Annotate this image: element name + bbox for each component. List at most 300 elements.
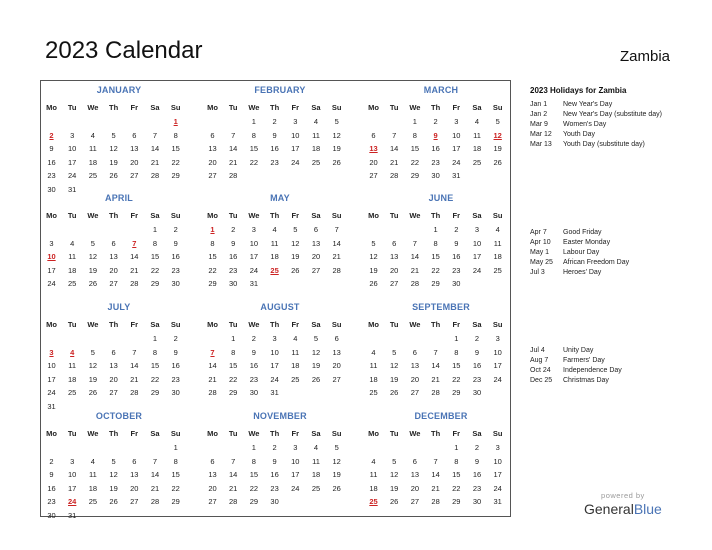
day-cell: 9 bbox=[474, 347, 480, 357]
day-cell: 14 bbox=[130, 361, 139, 370]
day-cell: 4 bbox=[293, 334, 298, 343]
day-cell: 4 bbox=[70, 238, 75, 248]
day-cell: 16 bbox=[472, 470, 482, 479]
weekday-header: Sa bbox=[150, 429, 160, 438]
weekday-header: We bbox=[409, 103, 421, 112]
holiday-name: Farmers' Day bbox=[563, 357, 605, 364]
day-cell: 24 bbox=[493, 483, 502, 493]
day-cell: 17 bbox=[452, 144, 461, 153]
brand-blue: Blue bbox=[633, 501, 662, 517]
day-cell: 31 bbox=[452, 171, 461, 180]
day-cell: 7 bbox=[392, 130, 397, 140]
day-cell: 16 bbox=[229, 252, 238, 261]
day-cell: 16 bbox=[171, 361, 180, 370]
weekday-header: Fr bbox=[452, 103, 461, 112]
day-cell: 3 bbox=[49, 238, 54, 248]
day-cell: 18 bbox=[472, 144, 482, 153]
day-cell: 12 bbox=[332, 130, 341, 140]
day-cell: 6 bbox=[371, 130, 376, 140]
day-cell: 18 bbox=[369, 374, 378, 384]
day-cell: 23 bbox=[171, 265, 180, 275]
weekday-header: We bbox=[87, 429, 99, 438]
day-cell: 17 bbox=[291, 470, 300, 479]
day-cell: 23 bbox=[431, 157, 440, 167]
day-cell: 6 bbox=[210, 130, 215, 140]
day-cell: 14 bbox=[410, 252, 420, 261]
day-cell: 11 bbox=[312, 456, 320, 466]
holiday-entry bbox=[530, 130, 673, 140]
holidays-title: 2023 Holidays for Zambia bbox=[530, 86, 627, 95]
day-cell: 17 bbox=[68, 483, 77, 493]
day-cell: 22 bbox=[229, 374, 238, 384]
day-cell: 6 bbox=[132, 130, 137, 140]
day-cell: 6 bbox=[412, 456, 417, 466]
weekday-header: Mo bbox=[368, 320, 379, 329]
holiday-group bbox=[530, 100, 673, 150]
day-cell: 22 bbox=[171, 483, 180, 493]
day-cell: 11 bbox=[88, 470, 97, 479]
day-cell: 3 bbox=[474, 225, 480, 234]
day-cell: 16 bbox=[249, 361, 259, 370]
holiday-date: Mar 13 bbox=[530, 141, 552, 148]
weekday-header: Sa bbox=[311, 320, 321, 329]
day-cell: 28 bbox=[150, 171, 160, 180]
month-name: SEPTEMBER bbox=[412, 302, 470, 312]
day-cell: 24 bbox=[291, 157, 300, 167]
day-cell: 11 bbox=[270, 238, 279, 248]
day-cell: 26 bbox=[311, 374, 321, 384]
day-cell: 20 bbox=[369, 157, 378, 167]
holiday-entry bbox=[530, 258, 673, 268]
day-cell: 6 bbox=[111, 347, 116, 357]
weekday-header: Sa bbox=[472, 429, 482, 438]
day-cell: 24 bbox=[47, 279, 56, 288]
day-cell: 9 bbox=[173, 238, 178, 248]
day-cell: 19 bbox=[390, 374, 399, 384]
weekday-header: Fr bbox=[452, 429, 461, 438]
day-cell: 22 bbox=[431, 265, 440, 275]
day-cell: 18 bbox=[270, 252, 279, 261]
day-cell: 25 bbox=[291, 374, 300, 384]
day-cell: 7 bbox=[152, 456, 158, 466]
day-cell: 26 bbox=[109, 497, 118, 506]
holiday-name: Unity Day bbox=[563, 347, 594, 354]
day-cell: 5 bbox=[392, 347, 397, 357]
day-cell: 17 bbox=[493, 361, 502, 370]
day-cell: 5 bbox=[371, 238, 376, 248]
day-cell: 9 bbox=[272, 456, 277, 466]
holiday-entry bbox=[530, 356, 673, 366]
day-cell: 25 bbox=[311, 157, 321, 167]
day-cell: 6 bbox=[210, 456, 215, 466]
day-cell: 27 bbox=[390, 279, 399, 288]
day-cell: 22 bbox=[150, 374, 160, 384]
day-cell: 4 bbox=[272, 225, 277, 234]
day-cell: 21 bbox=[390, 157, 399, 167]
day-cell: 28 bbox=[410, 279, 420, 288]
day-cell: 5 bbox=[90, 347, 95, 357]
day-cell: 28 bbox=[431, 497, 440, 506]
day-cell: 13 bbox=[208, 144, 217, 153]
day-cell: 2 bbox=[173, 225, 178, 234]
day-cell: 19 bbox=[493, 144, 502, 153]
day-cell: 13 bbox=[109, 361, 118, 370]
holiday-entry bbox=[530, 140, 673, 150]
day-cell: 16 bbox=[472, 361, 482, 370]
day-cell: 25 bbox=[472, 157, 482, 167]
day-cell: 17 bbox=[47, 265, 56, 275]
holiday-entry bbox=[530, 228, 673, 238]
weekday-header: Su bbox=[170, 429, 181, 438]
weekday-header: Sa bbox=[472, 103, 482, 112]
day-cell: 5 bbox=[334, 443, 339, 452]
day-cell: 8 bbox=[454, 456, 459, 466]
day-cell: 22 bbox=[410, 157, 420, 167]
day-cell: 30 bbox=[171, 279, 180, 288]
day-cell: 13 bbox=[130, 470, 139, 479]
day-cell: 8 bbox=[210, 238, 215, 248]
day-cell: 19 bbox=[311, 361, 321, 370]
day-cell: 10 bbox=[270, 347, 279, 357]
day-cell: 22 bbox=[150, 265, 160, 275]
day-cell: 21 bbox=[431, 483, 440, 493]
day-cell: 27 bbox=[369, 171, 378, 180]
day-cell: 25 bbox=[88, 497, 98, 506]
holiday-name: Youth Day bbox=[563, 131, 596, 138]
day-cell: 17 bbox=[472, 252, 482, 261]
weekday-header: Fr bbox=[291, 429, 300, 438]
weekday-header: Tu bbox=[228, 320, 238, 329]
month-name: NOVEMBER bbox=[253, 411, 307, 421]
day-cell: 5 bbox=[495, 117, 500, 126]
day-cell: 29 bbox=[171, 497, 180, 506]
day-cell: 27 bbox=[410, 388, 420, 397]
day-cell: 5 bbox=[90, 238, 95, 248]
day-cell: 18 bbox=[88, 483, 98, 493]
day-cell: 1 bbox=[152, 334, 158, 343]
weekday-header: Fr bbox=[291, 320, 300, 329]
day-cell: 1 bbox=[433, 225, 438, 234]
day-cell: 26 bbox=[332, 483, 341, 493]
day-cell: 30 bbox=[431, 171, 440, 180]
day-cell: 22 bbox=[452, 374, 461, 384]
holiday-day-cell: 1 bbox=[210, 225, 215, 234]
month-name: JUNE bbox=[428, 193, 454, 203]
day-cell: 21 bbox=[229, 157, 238, 167]
weekday-header: Th bbox=[109, 320, 119, 329]
day-cell: 12 bbox=[109, 470, 118, 479]
weekday-header: Su bbox=[170, 103, 181, 112]
day-cell: 4 bbox=[371, 347, 376, 357]
weekday-header: Mo bbox=[207, 103, 218, 112]
day-cell: 12 bbox=[109, 144, 118, 153]
weekday-header: Fr bbox=[291, 211, 300, 220]
day-cell: 12 bbox=[369, 252, 378, 261]
day-cell: 13 bbox=[130, 144, 139, 153]
weekday-header: We bbox=[248, 320, 260, 329]
day-cell: 25 bbox=[88, 171, 98, 180]
day-cell: 23 bbox=[229, 265, 238, 275]
holiday-name: New Year's Day (substitute day) bbox=[563, 111, 662, 118]
weekday-header: We bbox=[248, 429, 260, 438]
holiday-day-cell: 9 bbox=[433, 130, 438, 140]
day-cell: 19 bbox=[291, 252, 300, 261]
day-cell: 13 bbox=[109, 252, 118, 261]
day-cell: 28 bbox=[130, 388, 139, 397]
day-cell: 2 bbox=[433, 117, 438, 126]
day-cell: 7 bbox=[433, 347, 438, 357]
day-cell: 23 bbox=[270, 483, 279, 493]
day-cell: 27 bbox=[109, 388, 118, 397]
holiday-day-cell: 7 bbox=[210, 347, 215, 357]
day-cell: 17 bbox=[270, 361, 279, 370]
weekday-header: Sa bbox=[311, 429, 321, 438]
day-cell: 8 bbox=[173, 456, 178, 466]
weekday-header: Su bbox=[170, 320, 181, 329]
holiday-group bbox=[530, 346, 673, 386]
day-cell: 8 bbox=[152, 238, 158, 248]
weekday-header: Tu bbox=[389, 429, 399, 438]
day-cell: 27 bbox=[208, 497, 217, 506]
holiday-name: Christmas Day bbox=[563, 377, 609, 384]
day-cell: 3 bbox=[495, 334, 500, 343]
holiday-day-cell: 1 bbox=[173, 117, 178, 126]
day-cell: 15 bbox=[208, 252, 217, 261]
day-cell: 28 bbox=[208, 388, 217, 397]
weekday-header: Fr bbox=[291, 103, 300, 112]
day-cell: 31 bbox=[270, 388, 279, 397]
month-name: APRIL bbox=[105, 193, 133, 203]
day-cell: 2 bbox=[49, 456, 54, 466]
weekday-header: Mo bbox=[46, 429, 57, 438]
weekday-header: Su bbox=[170, 211, 181, 220]
day-cell: 7 bbox=[152, 130, 158, 140]
weekday-header: Sa bbox=[311, 211, 321, 220]
weekday-header: Fr bbox=[452, 320, 461, 329]
holiday-name: Easter Monday bbox=[563, 239, 611, 246]
day-cell: 31 bbox=[249, 279, 259, 288]
day-cell: 3 bbox=[495, 443, 500, 452]
holiday-date: May 1 bbox=[530, 249, 550, 256]
day-cell: 7 bbox=[433, 456, 438, 466]
day-cell: 17 bbox=[249, 252, 259, 261]
weekday-header: Mo bbox=[368, 429, 379, 438]
brand-name bbox=[584, 501, 662, 517]
weekday-header: We bbox=[248, 211, 260, 220]
country-label: Zambia bbox=[620, 48, 671, 65]
day-cell: 30 bbox=[270, 497, 279, 506]
day-cell: 9 bbox=[251, 347, 256, 357]
day-cell: 25 bbox=[68, 388, 77, 397]
day-cell: 29 bbox=[431, 279, 440, 288]
day-cell: 30 bbox=[47, 184, 56, 194]
holiday-date: Mar 9 bbox=[530, 121, 548, 128]
holiday-date: Jul 3 bbox=[530, 269, 545, 276]
day-cell: 26 bbox=[88, 388, 98, 397]
day-cell: 21 bbox=[431, 374, 440, 384]
day-cell: 11 bbox=[291, 347, 300, 357]
day-cell: 30 bbox=[171, 388, 180, 397]
day-cell: 21 bbox=[150, 483, 160, 493]
month-name: MARCH bbox=[423, 85, 459, 95]
holiday-day-cell: 13 bbox=[369, 144, 378, 153]
day-cell: 24 bbox=[291, 483, 300, 493]
weekday-header: Mo bbox=[46, 103, 57, 112]
holiday-name: Good Friday bbox=[563, 229, 602, 236]
day-cell: 19 bbox=[109, 483, 118, 493]
day-cell: 10 bbox=[291, 130, 300, 140]
day-cell: 19 bbox=[332, 144, 341, 153]
day-cell: 10 bbox=[472, 238, 482, 248]
day-cell: 1 bbox=[152, 225, 158, 234]
weekday-header: Tu bbox=[67, 429, 77, 438]
day-cell: 4 bbox=[313, 443, 319, 452]
day-cell: 14 bbox=[332, 238, 341, 248]
day-cell: 16 bbox=[431, 144, 440, 153]
day-cell: 15 bbox=[452, 470, 461, 479]
day-cell: 11 bbox=[369, 470, 378, 479]
day-cell: 12 bbox=[311, 347, 321, 357]
day-cell: 8 bbox=[173, 130, 178, 140]
day-cell: 16 bbox=[270, 470, 279, 479]
holiday-date: Apr 10 bbox=[530, 239, 551, 246]
day-cell: 18 bbox=[369, 483, 378, 493]
weekday-header: Fr bbox=[130, 429, 139, 438]
day-cell: 29 bbox=[208, 279, 217, 288]
day-cell: 19 bbox=[88, 374, 98, 384]
day-cell: 14 bbox=[229, 144, 238, 153]
day-cell: 13 bbox=[410, 470, 420, 479]
day-cell: 3 bbox=[70, 130, 75, 140]
day-cell: 14 bbox=[431, 470, 440, 479]
day-cell: 26 bbox=[390, 497, 399, 506]
day-cell: 11 bbox=[369, 361, 378, 370]
weekday-header: Su bbox=[331, 320, 342, 329]
weekday-header: Th bbox=[270, 103, 280, 112]
weekday-header: Th bbox=[431, 103, 441, 112]
day-cell: 23 bbox=[47, 171, 56, 180]
page-title: 2023 Calendar bbox=[45, 37, 203, 64]
weekday-header: We bbox=[87, 320, 99, 329]
day-cell: 17 bbox=[493, 470, 502, 479]
weekday-header: Su bbox=[331, 211, 342, 220]
weekday-header: We bbox=[409, 429, 421, 438]
weekday-header: Fr bbox=[130, 211, 139, 220]
day-cell: 15 bbox=[171, 144, 180, 153]
day-cell: 22 bbox=[249, 157, 259, 167]
day-cell: 3 bbox=[272, 334, 277, 343]
month-name: FEBRUARY bbox=[254, 85, 306, 95]
day-cell: 28 bbox=[229, 497, 238, 506]
holiday-day-cell: 24 bbox=[68, 497, 77, 506]
day-cell: 28 bbox=[130, 279, 139, 288]
day-cell: 7 bbox=[231, 130, 236, 140]
day-cell: 29 bbox=[229, 388, 238, 397]
day-cell: 7 bbox=[231, 456, 236, 466]
day-cell: 9 bbox=[49, 144, 54, 153]
holiday-entry bbox=[530, 120, 673, 130]
holiday-name: African Freedom Day bbox=[563, 259, 630, 266]
day-cell: 3 bbox=[454, 117, 459, 126]
holiday-day-cell: 25 bbox=[369, 497, 378, 506]
holiday-date: May 25 bbox=[530, 259, 553, 266]
holiday-name: Independence Day bbox=[563, 367, 622, 374]
day-cell: 30 bbox=[47, 510, 56, 520]
day-cell: 1 bbox=[454, 334, 459, 343]
day-cell: 18 bbox=[68, 374, 77, 384]
day-cell: 30 bbox=[452, 279, 461, 288]
day-cell: 24 bbox=[270, 374, 279, 384]
day-cell: 8 bbox=[433, 238, 438, 248]
day-cell: 20 bbox=[130, 157, 139, 167]
holiday-entry bbox=[530, 238, 673, 248]
day-cell: 6 bbox=[392, 238, 397, 248]
weekday-header: We bbox=[87, 103, 99, 112]
day-cell: 15 bbox=[452, 361, 461, 370]
day-cell: 1 bbox=[412, 117, 417, 126]
day-cell: 27 bbox=[311, 265, 321, 275]
day-cell: 12 bbox=[291, 238, 300, 248]
day-cell: 8 bbox=[454, 347, 459, 357]
weekday-header: Th bbox=[431, 211, 441, 220]
day-cell: 4 bbox=[313, 117, 319, 126]
weekday-header: We bbox=[248, 103, 260, 112]
day-cell: 9 bbox=[49, 470, 54, 479]
day-cell: 26 bbox=[369, 279, 378, 288]
day-cell: 11 bbox=[473, 130, 481, 140]
weekday-header: Su bbox=[492, 429, 503, 438]
day-cell: 13 bbox=[208, 470, 217, 479]
month-name: JANUARY bbox=[96, 85, 142, 95]
day-cell: 29 bbox=[150, 279, 160, 288]
day-cell: 26 bbox=[332, 157, 341, 167]
day-cell: 27 bbox=[109, 279, 118, 288]
weekday-header: Th bbox=[109, 103, 119, 112]
day-cell: 24 bbox=[452, 157, 461, 167]
holiday-name: Youth Day (substitute day) bbox=[563, 141, 645, 148]
month-name: AUGUST bbox=[260, 302, 300, 312]
brand-general: General bbox=[584, 501, 634, 517]
weekday-header: Tu bbox=[67, 103, 77, 112]
day-cell: 24 bbox=[68, 171, 77, 180]
day-cell: 25 bbox=[493, 265, 502, 275]
holiday-name: Labour Day bbox=[563, 249, 600, 256]
month-name: MAY bbox=[270, 193, 290, 203]
day-cell: 2 bbox=[251, 334, 256, 343]
day-cell: 21 bbox=[150, 157, 160, 167]
day-cell: 29 bbox=[249, 497, 259, 506]
day-cell: 5 bbox=[111, 456, 116, 466]
day-cell: 27 bbox=[332, 374, 341, 384]
day-cell: 15 bbox=[150, 252, 160, 261]
day-cell: 28 bbox=[150, 497, 160, 506]
day-cell: 3 bbox=[293, 117, 298, 126]
month-name: OCTOBER bbox=[95, 411, 143, 421]
weekday-header: Fr bbox=[452, 211, 461, 220]
weekday-header: Th bbox=[270, 429, 280, 438]
holiday-entry bbox=[530, 248, 673, 258]
day-cell: 15 bbox=[150, 361, 160, 370]
holiday-day-cell: 12 bbox=[493, 130, 502, 140]
day-cell: 15 bbox=[171, 470, 180, 479]
day-cell: 15 bbox=[249, 144, 259, 153]
holiday-entry bbox=[530, 100, 673, 110]
day-cell: 20 bbox=[410, 483, 420, 493]
month-name: JULY bbox=[107, 302, 131, 312]
day-cell: 30 bbox=[249, 388, 259, 397]
day-cell: 4 bbox=[90, 130, 95, 140]
day-cell: 23 bbox=[47, 497, 56, 506]
